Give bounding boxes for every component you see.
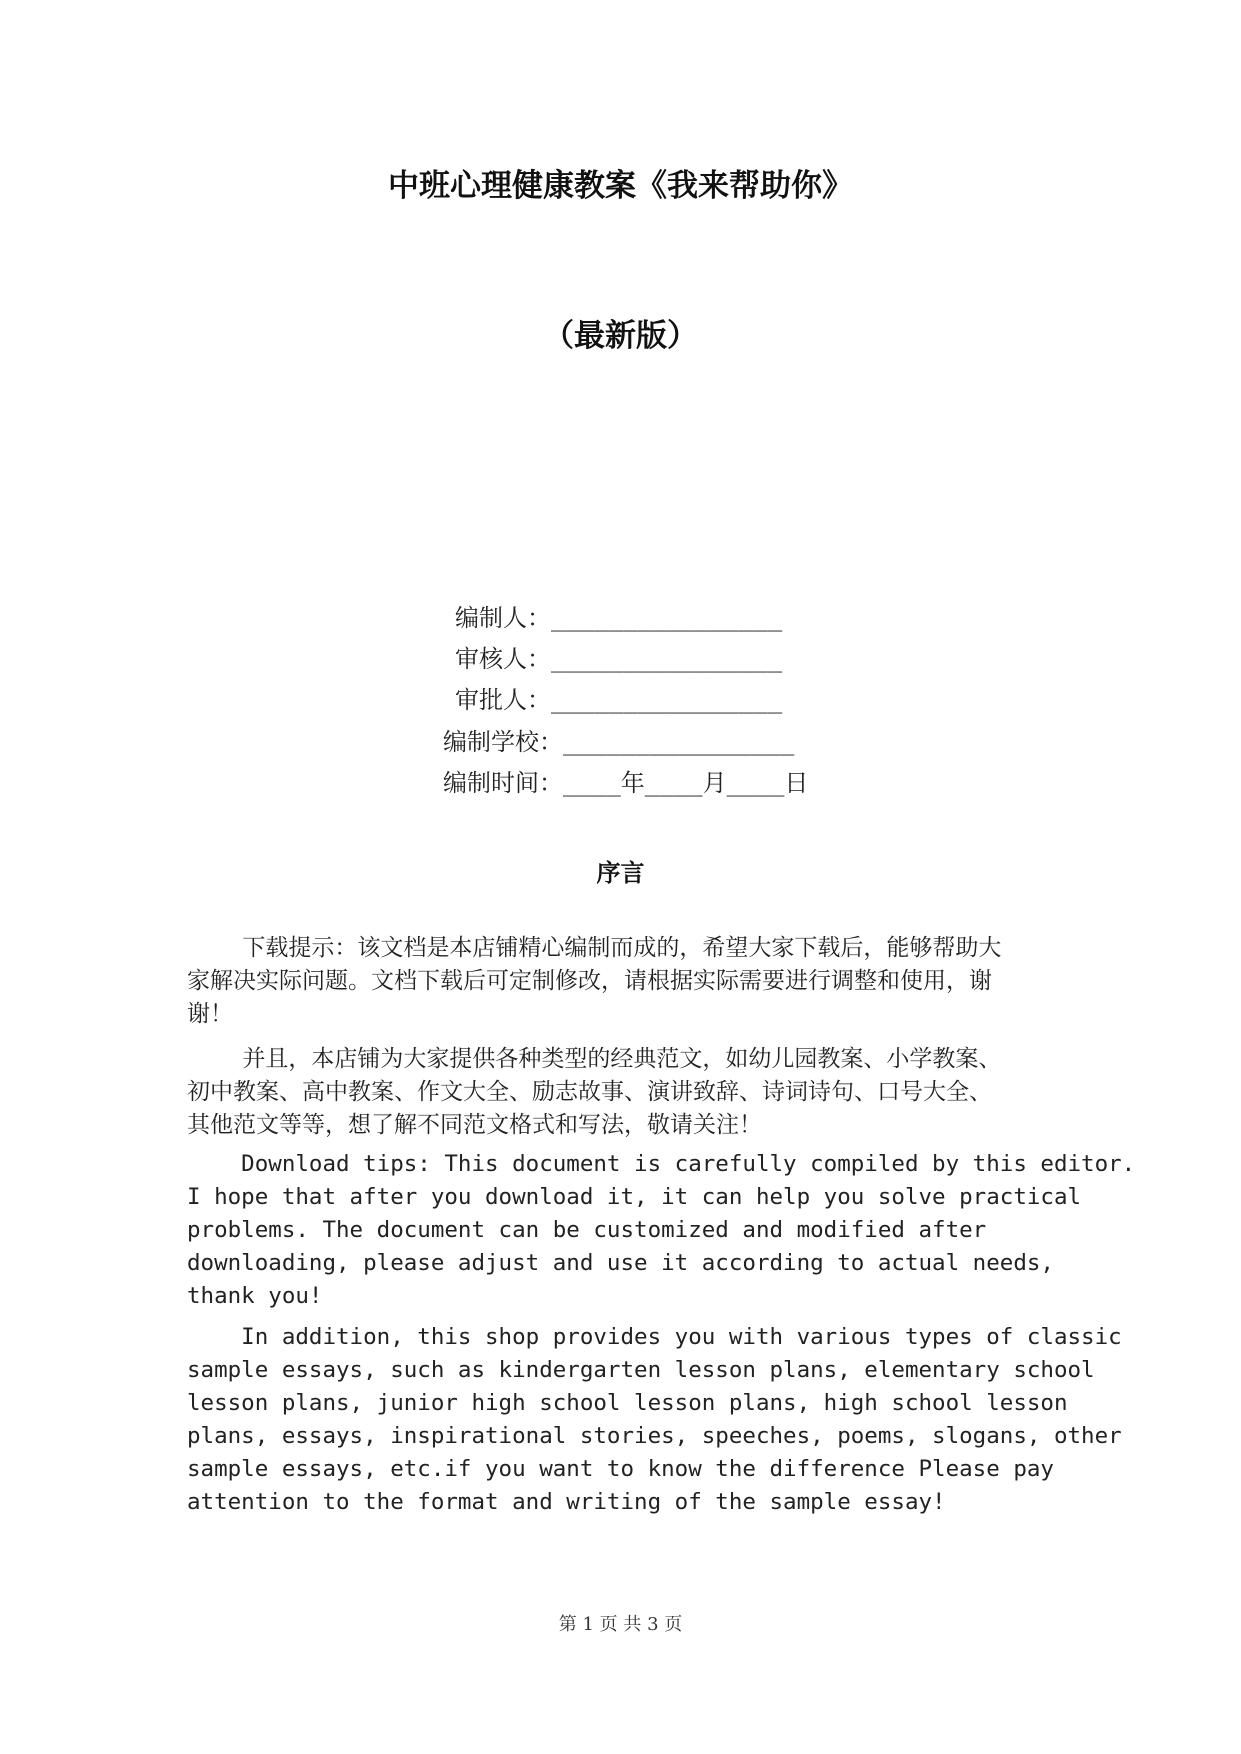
preface-heading: 序言 <box>596 859 645 887</box>
preface-line: sample essays, etc.if you want to know the difference Please pay <box>187 1456 1054 1482</box>
document-subtitle: （最新版） <box>543 318 698 354</box>
preface-line: plans, essays, inspirational stories, speeches, poems, slogans, other <box>187 1423 1122 1449</box>
preface-line: 并且，本店铺为大家提供各种类型的经典范文，如幼儿园教案、小学教案、 <box>187 1046 1002 1072</box>
approver-field: 审批人：________________ <box>455 686 783 714</box>
preface-line: 家解决实际问题。文档下载后可定制修改，请根据实际需要进行调整和使用，谢 <box>187 968 992 994</box>
preface-line: thank you! <box>187 1283 323 1309</box>
compiler-field: 编制人：________________ <box>455 604 783 632</box>
preface-line: 谢！ <box>187 1001 233 1027</box>
preface-line: Download tips: This document is carefully compiled by this editor. <box>187 1151 1136 1177</box>
preface-line: 初中教案、高中教案、作文大全、励志故事、演讲致辞、诗词诗句、口号大全、 <box>187 1079 992 1105</box>
preface-line: downloading, please adjust and use it according to actual needs, <box>187 1250 1054 1276</box>
school-field: 编制学校：________________ <box>443 728 795 756</box>
document-title: 中班心理健康教案《我来帮助你》 <box>388 168 853 204</box>
preface-line: 其他范文等等，想了解不同范文格式和写法，敬请关注！ <box>187 1112 762 1138</box>
preface-line: In addition, this shop provides you with various types of classic <box>187 1324 1122 1350</box>
preface-line: problems. The document can be customized and modified after <box>187 1217 987 1243</box>
preface-line: 下载提示：该文档是本店铺精心编制而成的，希望大家下载后，能够帮助大 <box>187 935 1002 961</box>
page-number: 第 1 页 共 3 页 <box>558 1614 683 1635</box>
preface-line: sample essays, such as kindergarten lesson plans, elementary school <box>187 1357 1095 1383</box>
preface-line: lesson plans, junior high school lesson plans, high school lesson <box>187 1390 1068 1416</box>
reviewer-field: 审核人：________________ <box>455 645 783 673</box>
preface-line: I hope that after you download it, it can help you solve practical <box>187 1184 1082 1210</box>
preface-line: attention to the format and writing of the sample essay! <box>187 1489 946 1515</box>
date-field: 编制时间：____年____月____日 <box>443 769 809 797</box>
